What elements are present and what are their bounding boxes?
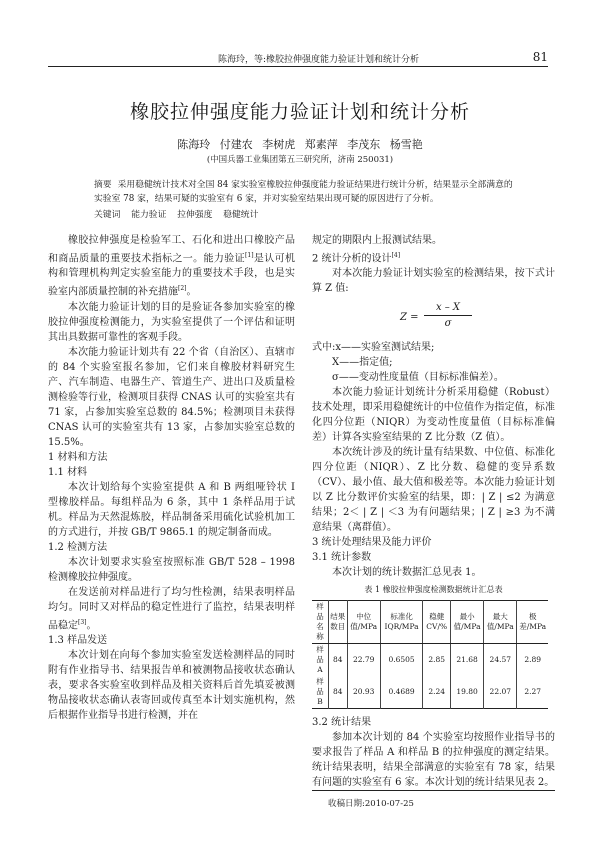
section-heading: 3 统计处理结果及能力评价: [312, 537, 432, 549]
subsection-heading: 1.3 样品发送: [48, 634, 108, 646]
keywords: [94, 207, 266, 220]
table-cell: 2.27: [524, 687, 542, 697]
table-cell: 0.4689: [380, 676, 423, 709]
table-cell: 0.6505: [380, 644, 423, 677]
subsection-heading: 1.2 检测方法: [48, 541, 108, 553]
received-label: 收稿日期:: [328, 799, 365, 809]
table-header-row: [312, 601, 548, 644]
received-date: [312, 790, 555, 809]
paragraph: 本次能力验证计划共有 22 个省（自治区）、直辖市的 84 个实验室报名参加，它们来自橡胶材料研究生产、汽车制造、电器生产、管道生产、进出口及质量检测检验等行业，检测项目获得 CNAS 认可的实验室共有 71 家，占参加实验室总数的 84.5%；检测项目未获得 CNAS 认可的实验室共有 13 家，占参加实验室总数的 15.5%。: [48, 346, 295, 448]
column-header: 稳健 CV/%: [423, 601, 451, 644]
where-line: σ——变动性度量值（目标标准偏差）。: [332, 372, 504, 384]
where-line: 式中:x——实验室测试结果;: [312, 342, 435, 354]
affiliation: (中国兵器工业集团第五三研究所，济南 250031): [206, 155, 394, 165]
table-cell: 样品 B: [312, 676, 329, 709]
formula-lhs: Z =: [400, 312, 419, 324]
paragraph: 橡胶拉伸强度是检验军工、石化和进出口橡胶产品和商品质量的重要技术指标之一。能力验证[1]是认可机构和管理机构判定实验室能力的重要技术手段，也是实验室内部质量控制的补充措施[2]。: [48, 235, 296, 298]
paragraph: 本次计划给每个实验室提供 A 和 B 两组哑铃状 I 型橡胶样品。每组样品为 6 条，其中 1 条样品用于试机。样品为天然混炼胶，样品制备采用硫化试验机加工的方式进行，并按 GB/T 9865.1 的规定制备而成。: [48, 481, 295, 538]
formula-fraction: [424, 300, 472, 331]
page-header: [48, 50, 548, 67]
stats-table: [312, 600, 548, 709]
formula-denominator: σ: [444, 318, 452, 330]
subsection-heading: 1.1 材料: [48, 466, 88, 478]
abstract-label: 摘要: [94, 180, 112, 190]
table-cell: 20.93: [347, 676, 380, 709]
table-cell: 2.89: [524, 655, 542, 665]
keywords-label: 关键词: [94, 210, 121, 220]
citation: [4]: [391, 252, 401, 259]
keyword: 稳健统计: [223, 210, 259, 220]
formula-numerator: x – X: [424, 300, 472, 316]
subsection-heading: 3.1 统计参数: [312, 552, 372, 564]
table-cell: 22.07: [484, 676, 517, 709]
table-caption: 表 1 橡胶拉伸强度检测数据统计汇总表: [364, 585, 503, 595]
running-title: 陈海玲，等:橡胶拉伸强度能力验证计划和统计分析: [218, 55, 420, 65]
table-cell: 84: [329, 676, 348, 709]
section-heading: 1 材料和方法: [48, 451, 108, 463]
table-row: [312, 644, 548, 677]
table-cell: 2.24: [423, 676, 451, 709]
paragraph: 对本次能力验证计划实验室的检测结果，按下式计算 Z 值:: [312, 268, 555, 295]
table-cell: 样品 A: [312, 644, 329, 677]
paragraph: 规定的期限内上报测试结果。: [312, 235, 442, 246]
citation: [3]: [78, 618, 87, 626]
table-cell: 24.57: [484, 644, 517, 677]
column-header: 最大值/MPa: [484, 601, 517, 644]
table-cell: 21.68: [451, 644, 484, 677]
table-cell: 84: [329, 644, 348, 677]
abstract-text: 采用稳健统计技术对全国 84 家实验室橡胶拉伸强度能力验证结果进行统计分析，结果显示全部满意的实验室 78 家，结果可疑的实验室有 6 家，并对实验室结果出现可疑的原因进行了分析。: [94, 180, 513, 204]
column-header: 结果数目: [329, 601, 348, 644]
column-header: 极差/MPa: [517, 601, 548, 644]
paragraph: 本次计划要求实验室按照标准 GB/T 528 – 1998 检测橡胶拉伸强度。: [48, 556, 295, 583]
keyword: 能力验证: [131, 210, 167, 220]
paragraph: 本次统计涉及的统计量有结果数、中位值、标准化四分位距（NIQR）、Z 比分数、稳健的变异系数（CV）、最小值、最大值和极差等。本次能力验证计划以 Z 比分数评价实验室的结果，即：| Z | ≤2 为满意结果；2＜ | Z | ＜3 为有问题结果；| Z | ≥3 为不满意结果（离群值）。: [312, 447, 555, 534]
keyword: 拉伸强度: [177, 210, 213, 220]
paragraph: 参加本次计划的 84 个实验室均按照作业指导书的要求报告了样品 A 和样品 B 的拉伸强度的测定结果。统计结果表明，结果全部满意的实验室有 78 家，结果有问题的实验室有 6 家。本次计划的统计结果见表 2。: [312, 732, 555, 789]
table-cell: 19.80: [451, 676, 484, 709]
where-line: X——指定值;: [332, 357, 393, 369]
table-cell: 2.85: [423, 644, 451, 677]
table-row: [312, 676, 548, 709]
paragraph: 在发送前对样品进行了均匀性检测，结果表明样品均匀。同时又对样品的稳定性进行了监控，结果表明样品稳定[3]。: [48, 586, 295, 631]
paragraph: 本次计划在向每个参加实验室发送检测样品的同时附有作业指导书、结果报告单和被测物品接收状态确认表，要求各实验室收到样品及相关资料后首先填妥被测物品接收状态确认表寄回或传真至本计划实施机构，然后根据作业指导书进行检测，并在: [48, 649, 295, 721]
column-header: 最小值/MPa: [451, 601, 484, 644]
paragraph: 本次能力验证计划的目的是验证各参加实验室的橡胶拉伸强度检测能力，为实验室提供了一个评估和证明其出具数据可靠性的客观手段。: [48, 301, 295, 343]
table-cell: 22.79: [347, 644, 380, 677]
section-heading: 2 统计分析的设计[4]: [312, 252, 401, 265]
abstract: [94, 178, 514, 206]
page-number: 81: [532, 50, 548, 64]
citation: [2]: [178, 285, 187, 293]
column-header: 标准化 IQR/MPa: [380, 601, 423, 644]
z-score-formula: [312, 296, 555, 340]
citation: [1]: [245, 252, 254, 259]
received-value: 2010-07-25: [364, 799, 414, 809]
right-column: [312, 233, 555, 790]
left-column: [48, 233, 295, 723]
subsection-heading: 3.2 统计结果: [312, 717, 372, 729]
paragraph: 本次计划的统计数据汇总见表 1。: [332, 567, 482, 579]
author-list: 陈海玲 付建农 李树虎 郑素萍 李茂东 杨雪艳: [177, 138, 423, 151]
paragraph: 本次能力验证计划统计分析采用稳健（Robust）技术处理，即采用稳健统计的中位值作为指定值，标准化四分位距（NIQR）为变动性度量值（目标标准偏差）计算各实验室结果的 Z 比分数（Z 值）。: [312, 387, 555, 444]
column-header: 中位值/MPa: [347, 601, 380, 644]
article-title: 橡胶拉伸强度能力验证计划和统计分析: [129, 101, 470, 123]
column-header: 样品名称: [312, 601, 329, 644]
